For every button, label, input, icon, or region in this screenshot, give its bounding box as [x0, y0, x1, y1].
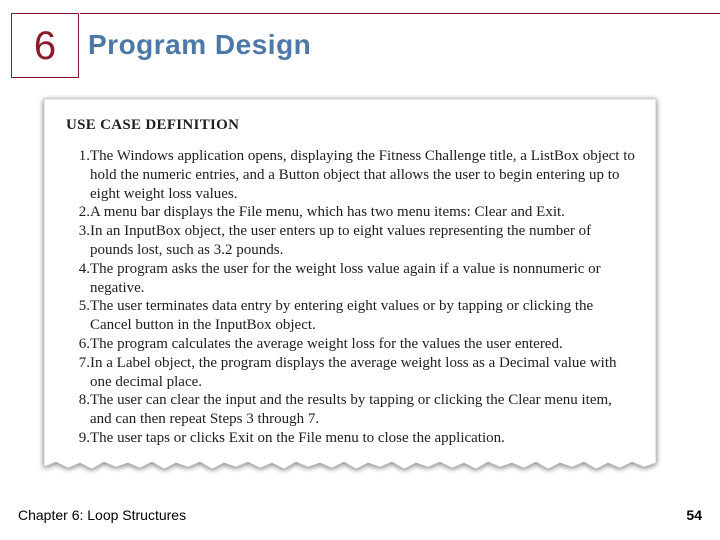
step-text: The program asks the user for the weight loss value again if a value is nonnumeric or negative. [90, 260, 601, 296]
chapter-number-box [11, 13, 79, 78]
step-text: The Windows application opens, displaying the Fitness Challenge title, a ListBox object to hold the numeric entries, and a Button object that allows the user to begin entering up to eight weight loss values. [90, 148, 635, 202]
footer-page-number: 54 [686, 507, 702, 523]
step-text: The user taps or clicks Exit on the File menu to close the application. [90, 429, 505, 446]
list-item [66, 391, 636, 429]
step-number: 7. [78, 354, 90, 371]
step-number: 9. [78, 429, 90, 446]
step-text: The user can clear the input and the results by tapping or clicking the Clear menu item, and can then repeat Steps 3 through 7. [90, 392, 612, 428]
use-case-document [38, 95, 662, 480]
document-heading: USE CASE DEFINITION [66, 117, 240, 133]
list-item [66, 354, 636, 392]
step-number: 1. [78, 148, 90, 164]
header-rule [80, 13, 720, 14]
list-item [66, 335, 636, 354]
step-text: In an InputBox object, the user enters up to eight values representing the number of pounds lost, such as 3.2 pounds. [90, 223, 592, 258]
list-item [66, 222, 636, 260]
step-number: 6. [78, 335, 90, 352]
step-number: 4. [78, 260, 90, 277]
list-item [66, 297, 636, 335]
list-item [66, 260, 636, 298]
step-number: 3. [78, 223, 90, 240]
step-number: 5. [78, 298, 90, 315]
list-item [66, 147, 636, 203]
list-item [66, 203, 636, 222]
step-text: The user terminates data entry by entering eight values or by tapping or clicking the Cancel button in the InputBox object. [90, 298, 594, 334]
page-title: Program Design [88, 29, 312, 60]
footer-chapter-label: Chapter 6: Loop Structures [18, 507, 187, 523]
step-number: 8. [78, 392, 90, 409]
step-number: 2. [78, 204, 90, 221]
chapter-number: 6 [33, 24, 57, 68]
list-item [66, 429, 636, 448]
step-text: The program calculates the average weight loss for the values the user entered. [90, 335, 563, 352]
use-case-steps [66, 147, 636, 448]
step-text: A menu bar displays the File menu, which has two menu items: Clear and Exit. [90, 204, 565, 221]
document-content [66, 117, 636, 448]
step-text: In a Label object, the program displays the average weight loss as a Decimal value with one decimal place. [90, 354, 617, 390]
